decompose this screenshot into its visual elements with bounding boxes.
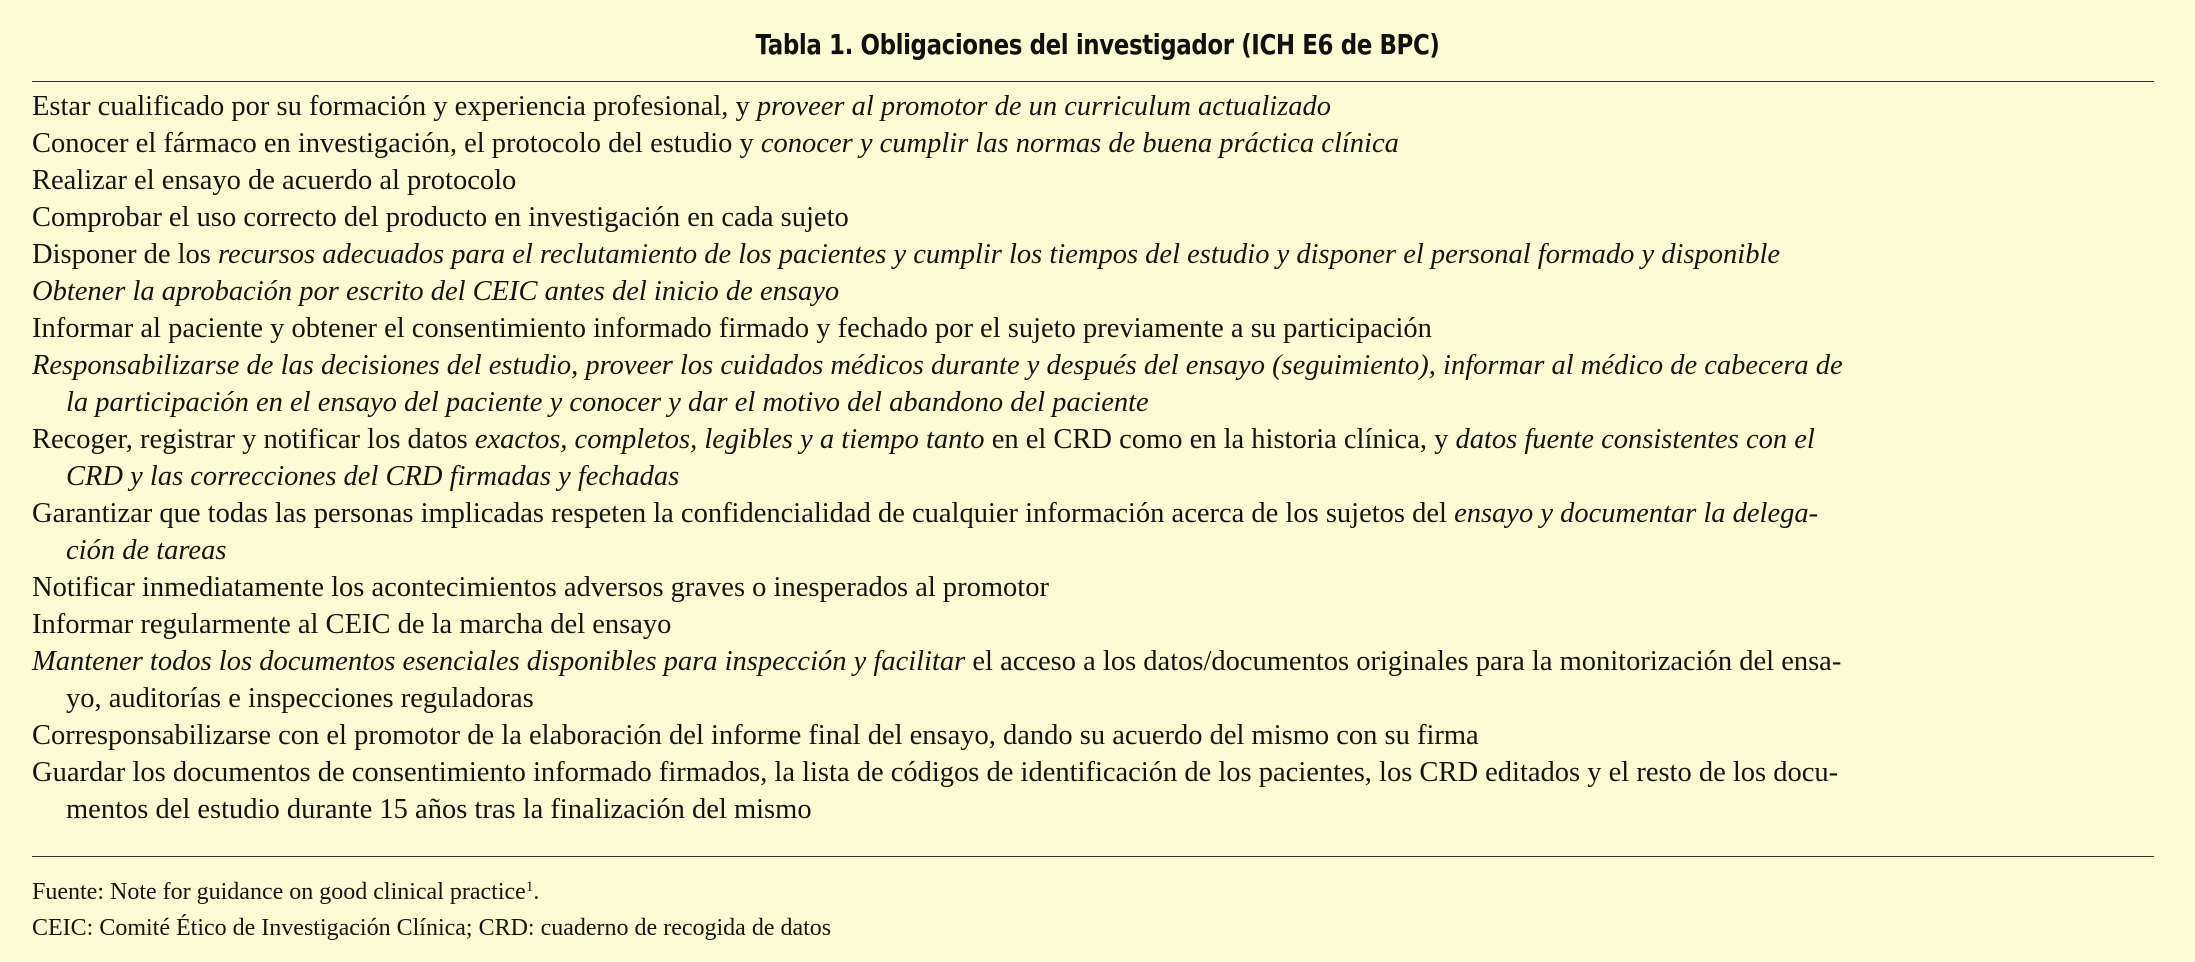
obligation-item — [32, 643, 2152, 717]
source-note — [32, 874, 831, 910]
obligation-item — [32, 162, 2152, 199]
obligation-text-italic: conocer y cumplir las normas de buena práctica clínica — [760, 128, 1399, 159]
obligation-text-italic: exactos, completos, legibles y a tiempo tanto — [474, 424, 985, 455]
bottom-rule — [32, 856, 2154, 857]
obligation-text-italic: Mantener todos los documentos esenciales disponibles para inspección y facilitar — [32, 646, 966, 677]
obligation-text-italic: ensayo y documentar la delega- — [1454, 498, 1819, 529]
obligation-text-italic: CRD y las correcciones del CRD firmadas y fechadas — [66, 461, 680, 492]
obligation-item — [32, 236, 2152, 273]
obligation-text: Garantizar que todas las personas implicadas respeten la confidencialidad de cualquier información acerca de los sujetos del — [32, 498, 1455, 529]
obligation-text: Informar al paciente y obtener el consentimiento informado firmado y fechado por el sujeto previamente a su participación — [32, 313, 1432, 344]
obligation-item — [32, 569, 2152, 606]
obligation-text: Comprobar el uso correcto del producto en investigación en cada sujeto — [32, 202, 849, 233]
obligation-text-italic: Responsabilizarse de las decisiones del estudio, proveer los cuidados médicos durante y después del ensayo (seguimiento), informar al médico de cabecera de — [32, 350, 1843, 381]
obligation-text-italic: recursos adecuados para el reclutamiento de los pacientes y cumplir los tiempos del estudio y disponer el personal formado y disponible — [218, 239, 1781, 270]
table-footer — [32, 874, 831, 946]
obligation-item — [32, 347, 2152, 421]
obligation-text-italic: Obtener la aprobación por escrito del CEIC antes del inicio de ensayo — [32, 276, 840, 307]
obligation-item — [32, 754, 2152, 828]
obligation-text: Conocer el fármaco en investigación, el protocolo del estudio y — [32, 128, 761, 159]
obligation-item — [32, 125, 2152, 162]
obligation-text-italic: datos fuente consistentes con el — [1455, 424, 1815, 455]
obligation-item — [32, 273, 2152, 310]
obligation-text: el acceso a los datos/documentos originales para la monitorización del ensa- — [965, 646, 1842, 677]
obligation-item — [32, 421, 2152, 495]
obligation-item — [32, 88, 2152, 125]
obligation-text: Notificar inmediatamente los acontecimientos adversos graves o inesperados al promotor — [32, 572, 1049, 603]
table-title: Tabla 1. Obligaciones del investigador (ICH E6 de BPC) — [755, 28, 1440, 61]
obligations-list — [32, 88, 2152, 828]
obligation-text-italic: proveer al promotor de un curriculum actualizado — [756, 91, 1332, 122]
source-reference: 1 — [525, 879, 534, 895]
obligation-text: Guardar los documentos de consentimiento informado firmados, la lista de códigos de identificación de los pacientes, los CRD editados y el resto de los docu- — [32, 757, 1839, 788]
obligation-text: Realizar el ensayo de acuerdo al protocolo — [32, 165, 517, 196]
abbreviations-note: CEIC: Comité Ético de Investigación Clínica; CRD: cuaderno de recogida de datos — [32, 915, 832, 941]
obligation-item — [32, 495, 2152, 569]
source-suffix: . — [533, 879, 540, 905]
obligation-text: Informar regularmente al CEIC de la marcha del ensayo — [32, 609, 672, 640]
obligation-text: Corresponsabilizarse con el promotor de la elaboración del informe final del ensayo, dando su acuerdo del mismo con su firma — [32, 720, 1479, 751]
obligation-text: Disponer de los — [32, 239, 219, 270]
obligation-text: en el CRD como en la historia clínica, y — [984, 424, 1456, 455]
source-text: Fuente: Note for guidance on good clinical practice — [32, 879, 526, 905]
obligation-text: Recoger, registrar y notificar los datos — [32, 424, 475, 455]
obligation-text-italic: ción de tareas — [66, 535, 227, 566]
obligation-item — [32, 310, 2152, 347]
obligation-text: yo, auditorías e inspecciones reguladoras — [66, 683, 534, 714]
obligation-item — [32, 717, 2152, 754]
obligation-text: Estar cualificado por su formación y experiencia profesional, y — [32, 91, 757, 122]
obligation-item — [32, 606, 2152, 643]
obligation-text-italic: la participación en el ensayo del paciente y conocer y dar el motivo del abandono del paciente — [66, 387, 1149, 418]
obligation-text: mentos del estudio durante 15 años tras la finalización del mismo — [66, 794, 812, 825]
top-rule — [32, 81, 2154, 82]
obligation-item — [32, 199, 2152, 236]
